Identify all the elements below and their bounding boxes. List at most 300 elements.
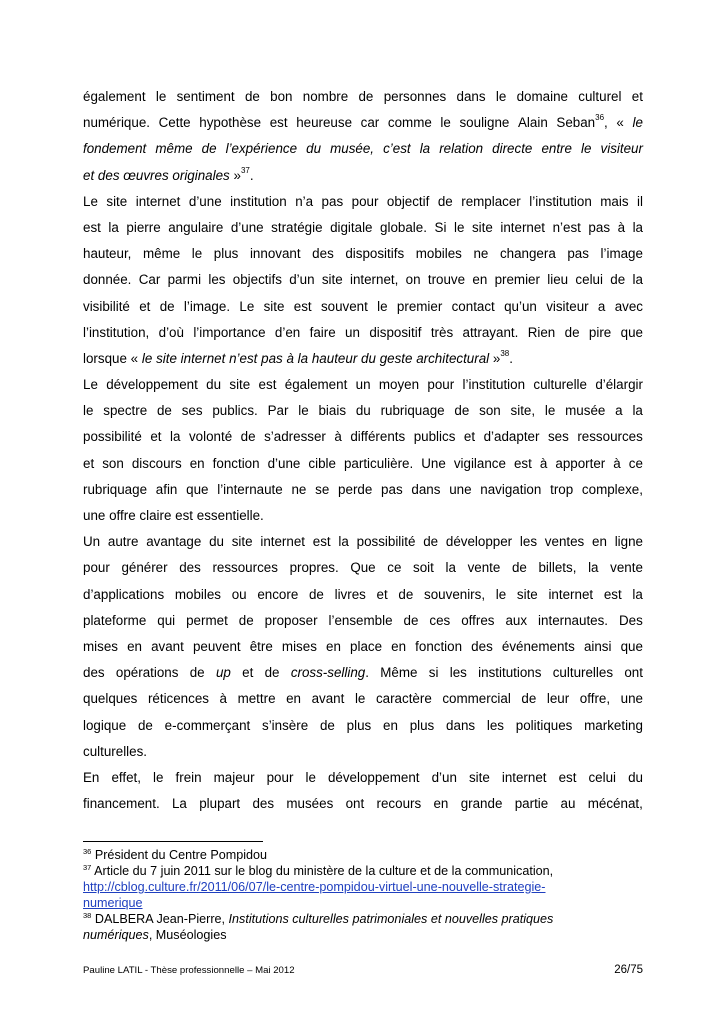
word: ressources (577, 429, 643, 445)
word: attrayant. (462, 324, 519, 340)
text-line (83, 320, 643, 346)
word: celui (588, 769, 617, 785)
word: également (284, 377, 348, 393)
word: institution (230, 193, 287, 209)
word: internet (260, 534, 306, 550)
word: trouve (427, 272, 466, 288)
word: site (468, 769, 490, 785)
word: la (588, 560, 599, 576)
word: ses (547, 429, 569, 445)
word: publics. (212, 403, 258, 419)
footnote-link[interactable]: http://cblog.culture.fr/2011/06/07/le-centre-pompidou-virtuel-une-nouvelle-strategie- (83, 880, 546, 895)
word: internet (548, 586, 594, 602)
word: majeur (213, 769, 255, 785)
text-line (83, 555, 643, 581)
word: des (471, 638, 493, 654)
text: opérations (115, 665, 179, 681)
word: de (437, 193, 453, 209)
word (83, 163, 94, 189)
word: des (179, 560, 201, 576)
text-line (83, 110, 643, 136)
text: le (440, 115, 451, 131)
text: les (449, 665, 467, 681)
text-line (83, 634, 643, 660)
text-line (83, 372, 643, 398)
word: le (495, 586, 507, 602)
italic-text: entre (541, 141, 572, 157)
word: Si (434, 219, 447, 235)
word: ne (473, 246, 489, 262)
word: au (560, 796, 576, 812)
word: et (463, 429, 476, 445)
word: du (209, 534, 224, 550)
word (199, 110, 261, 136)
word: pas (381, 481, 403, 497)
word: que (620, 324, 643, 340)
word: un (355, 377, 371, 393)
word: il (637, 193, 643, 209)
word: mais (600, 193, 629, 209)
word (383, 136, 411, 162)
word: d’où (158, 324, 184, 340)
word: à (219, 691, 227, 707)
italic-text: originales (172, 167, 230, 183)
word: la (338, 534, 349, 550)
italic-text: des (97, 167, 120, 183)
footnote-text: , Muséologies (148, 928, 227, 943)
word: marketing (584, 717, 643, 733)
page-footer (83, 965, 643, 976)
word: objectifs (232, 272, 282, 288)
word: pire (588, 324, 612, 340)
text: . (249, 167, 254, 183)
italic-text: le (141, 350, 153, 366)
text: institutions (478, 665, 542, 681)
word: les (486, 717, 504, 733)
word: mises (281, 638, 317, 654)
text: » (492, 350, 501, 366)
word: e-commerçant (164, 717, 251, 733)
word: Que (350, 560, 376, 576)
word: proposer (264, 612, 318, 628)
word: apporter (555, 455, 606, 471)
word: les (208, 272, 226, 288)
word: à (334, 429, 342, 445)
word: digitale (330, 219, 373, 235)
word: n’est (552, 219, 581, 235)
word: avant (151, 638, 184, 654)
word: premier (396, 298, 443, 314)
word: Le (83, 193, 98, 209)
word (226, 136, 297, 162)
word: effet, (111, 769, 141, 785)
word: financement. (83, 796, 160, 812)
word: visiteur (546, 298, 589, 314)
word: offre (109, 508, 136, 523)
word: visibilité (83, 298, 130, 314)
text: si (428, 665, 439, 681)
word: plateforme (83, 612, 147, 628)
word (190, 660, 205, 686)
word: ou (231, 586, 247, 602)
word: souvent (320, 298, 368, 314)
word (553, 660, 613, 686)
word: de (156, 403, 172, 419)
word: ce (387, 560, 402, 576)
word (159, 110, 191, 136)
word: stratégie (271, 219, 323, 235)
word (131, 346, 138, 372)
word: est (83, 219, 101, 235)
word: en (391, 638, 407, 654)
word: partie (514, 796, 549, 812)
text: » (233, 167, 241, 183)
word: musées (286, 796, 334, 812)
word: une (83, 508, 106, 523)
word (616, 110, 623, 136)
word (83, 660, 105, 686)
word: le (305, 769, 316, 785)
word (291, 660, 369, 686)
word (420, 136, 430, 162)
word: dispositifs (345, 246, 405, 262)
footer-author: Pauline LATIL - Thèse professionnelle – Mai 2012 (83, 965, 295, 976)
word: l’ensemble (328, 612, 393, 628)
italic-text: architectural (416, 350, 490, 366)
text-line (83, 660, 643, 686)
word (229, 346, 257, 372)
word: de (159, 298, 175, 314)
text: de (264, 665, 280, 681)
word: Le (83, 377, 98, 393)
italic-text: et (83, 167, 95, 183)
word: développer (445, 534, 513, 550)
word (216, 660, 231, 686)
word (123, 163, 168, 189)
word: à (539, 455, 548, 471)
word: commercial (442, 691, 511, 707)
footnote-text: DALBERA Jean-Pierre, (91, 912, 229, 927)
footnote-line (83, 863, 643, 879)
word: En (83, 769, 100, 785)
word: le (155, 89, 167, 104)
word: moyen (378, 377, 420, 393)
word: avec (614, 298, 643, 314)
word: rubriquage (83, 481, 148, 497)
footnote-ref[interactable]: 37 (240, 165, 250, 175)
text: est (269, 115, 288, 131)
text: car (360, 115, 380, 131)
text-line (83, 398, 643, 424)
word: ne (291, 481, 307, 497)
italic-text: visiteur (600, 141, 643, 157)
word: cible (308, 455, 336, 471)
word: la (108, 219, 119, 235)
word: faire (309, 324, 336, 340)
word: premier (494, 272, 540, 288)
word: d’en (274, 324, 301, 340)
footnote-link[interactable]: numerique (83, 896, 143, 911)
text: de (189, 665, 205, 681)
word: est (293, 298, 312, 314)
word: du (628, 769, 643, 785)
word: parmi (167, 272, 202, 288)
word: se (315, 481, 330, 497)
word: est (258, 377, 277, 393)
word: Un (83, 534, 101, 550)
word: lieu (547, 272, 569, 288)
word: le (298, 403, 309, 419)
word: mobiles (415, 246, 462, 262)
word (459, 110, 509, 136)
word: publics (413, 429, 456, 445)
word: s’insère (262, 717, 309, 733)
word: site (321, 272, 343, 288)
word: l’institution (529, 193, 592, 209)
word: le (495, 89, 507, 104)
word: événements (501, 638, 575, 654)
word: d’adapter (483, 429, 540, 445)
word: site (229, 377, 251, 393)
word (181, 346, 226, 372)
italic-text: hauteur (311, 350, 358, 366)
word: internet, (349, 272, 399, 288)
word: complexe, (581, 481, 643, 497)
word: internet (500, 219, 546, 235)
word: on (405, 272, 421, 288)
italic-text: relation (439, 141, 484, 157)
text-line (83, 241, 643, 267)
word: culturel (578, 89, 622, 104)
italic-text: geste (379, 350, 413, 366)
italic-text: directe (492, 141, 533, 157)
word: l’image. (183, 298, 231, 314)
word: qu’un (504, 298, 537, 314)
text: Même (380, 665, 418, 681)
word: domaine (516, 89, 568, 104)
word (233, 163, 253, 189)
text-line (83, 424, 643, 450)
word (624, 660, 643, 686)
word (429, 660, 439, 686)
word (388, 110, 432, 136)
word (83, 346, 127, 372)
word: Par (267, 403, 289, 419)
text: lorsque (83, 350, 127, 366)
word: a (615, 403, 623, 419)
word: logique (83, 717, 127, 733)
word: pas (588, 219, 611, 235)
footnote-ref[interactable]: 38 (500, 348, 510, 358)
italic-text: de (201, 141, 217, 157)
word: Des (619, 612, 643, 628)
text: Cette (158, 115, 191, 131)
italic-text: même (155, 141, 193, 157)
word: développement (327, 769, 420, 785)
word: de (238, 612, 254, 628)
word: très (430, 324, 454, 340)
italic-text: la (297, 350, 309, 366)
word: hauteur, (83, 246, 132, 262)
word: son (479, 403, 501, 419)
word: recours (376, 796, 422, 812)
word: avant (311, 691, 345, 707)
word: également (83, 89, 146, 104)
word (261, 346, 283, 372)
word (632, 110, 642, 136)
italic-text: du (306, 141, 322, 157)
italic-text: à (286, 350, 294, 366)
text-line (83, 189, 643, 215)
word (440, 110, 450, 136)
word: et (150, 429, 162, 445)
word (492, 136, 532, 162)
footnote-line (83, 847, 643, 863)
text: ont (624, 665, 643, 681)
word: contact (451, 298, 495, 314)
word: la (632, 219, 643, 235)
word: de (454, 403, 470, 419)
word: en (127, 638, 142, 654)
word: les (519, 534, 538, 550)
word: ainsi (583, 638, 612, 654)
word: et (631, 89, 643, 104)
word: ligne (614, 534, 643, 550)
word: site (106, 193, 128, 209)
text: des (83, 665, 105, 681)
word: personnes (383, 89, 447, 104)
word: de (319, 717, 335, 733)
word: plupart (199, 796, 241, 812)
word: son (102, 455, 124, 471)
italic-text: le (581, 141, 592, 157)
body-text (83, 84, 643, 817)
text-line (83, 294, 643, 320)
footnote-ref[interactable]: 36 (595, 113, 605, 123)
word: d’une (188, 193, 222, 209)
word (478, 660, 541, 686)
word (601, 136, 643, 162)
footnote-number: 38 (83, 911, 92, 921)
text: comme (387, 115, 432, 131)
word: s’adresser (264, 429, 326, 445)
word: qui (157, 612, 176, 628)
word: claire (139, 508, 172, 523)
word: caractère (375, 691, 432, 707)
word: en (189, 455, 205, 471)
word: et (83, 455, 95, 471)
word: en (286, 691, 302, 707)
italic-text: du (361, 350, 376, 366)
word: La (171, 796, 187, 812)
word: mécénat, (587, 796, 643, 812)
word: site (516, 586, 538, 602)
word: ont (345, 796, 365, 812)
word: plus (409, 717, 435, 733)
word: propres. (289, 560, 339, 576)
word: site, (510, 403, 536, 419)
word: discours (131, 455, 182, 471)
word: mobiles (174, 586, 222, 602)
text: Alain (518, 115, 548, 131)
word: perde (338, 481, 373, 497)
word: ces (429, 612, 451, 628)
footnote-text: Article du 7 juin 2011 sur le blog du ministère de la culture et de la communication, (91, 864, 554, 879)
word: être (249, 638, 273, 654)
word: aux (505, 612, 528, 628)
word: ventes (544, 534, 585, 550)
word (298, 346, 308, 372)
word: vigilance (453, 455, 506, 471)
text: souligne (459, 115, 510, 131)
footnote-title: numériques (83, 928, 149, 943)
word (155, 136, 192, 162)
italic-text: la (419, 141, 431, 157)
word: Le (239, 298, 255, 314)
word: dispositif (369, 324, 422, 340)
word: frein (175, 769, 202, 785)
word (98, 163, 120, 189)
word: en (472, 272, 488, 288)
word: grande (460, 796, 503, 812)
word: remplacer (461, 193, 521, 209)
word: l’image (600, 246, 643, 262)
word (202, 136, 217, 162)
word: livres (334, 586, 366, 602)
text: , (604, 115, 608, 131)
text-line (83, 529, 643, 555)
word: vente (610, 560, 643, 576)
word: possibilité (83, 429, 142, 445)
word: objectif (386, 193, 430, 209)
italic-text: fondement (83, 141, 147, 157)
word: celui (575, 272, 603, 288)
footnote-rule (83, 841, 263, 842)
word: pierre (126, 219, 161, 235)
word: encore (257, 586, 299, 602)
word (541, 136, 572, 162)
word: le (544, 403, 556, 419)
italic-text: internet (180, 350, 226, 366)
word: pour (266, 769, 294, 785)
text-line (83, 215, 643, 241)
word: réticences (147, 691, 209, 707)
word (83, 110, 150, 136)
word (518, 110, 548, 136)
word: internautes. (538, 612, 609, 628)
word: est (312, 534, 331, 550)
word: nombre (302, 89, 349, 104)
word: particulière. (343, 455, 414, 471)
word: angulaire (168, 219, 224, 235)
word: biais (318, 403, 347, 419)
word: générer (121, 560, 168, 576)
word: à (617, 219, 626, 235)
word (450, 660, 467, 686)
word: et (376, 586, 388, 602)
text: « (130, 350, 139, 366)
word: une (449, 481, 472, 497)
word: de (398, 586, 414, 602)
word: culturelle (533, 377, 587, 393)
word: le (377, 298, 388, 314)
footnotes (83, 847, 643, 944)
word: quelques (83, 691, 138, 707)
word: offres (461, 612, 495, 628)
text-line (83, 686, 643, 712)
word: à (613, 455, 621, 471)
word: autre (107, 534, 139, 550)
